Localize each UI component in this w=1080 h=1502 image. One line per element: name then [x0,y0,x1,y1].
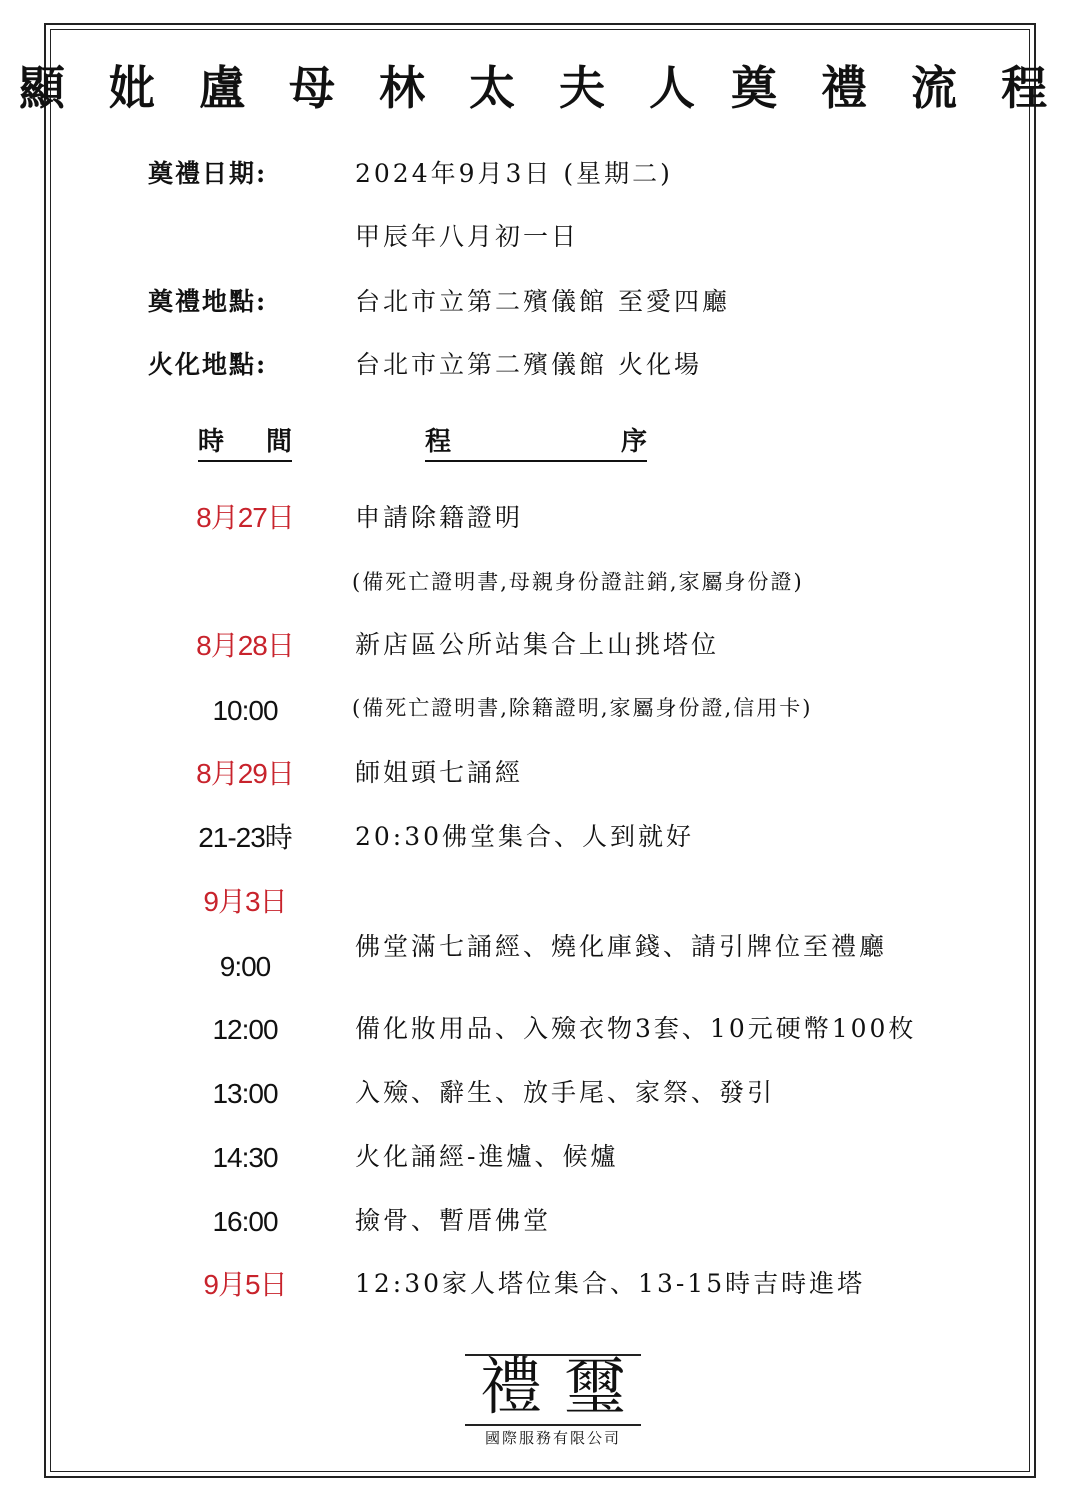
info-venue-label: 奠禮地點: [148,287,268,316]
page-title [0,58,1080,118]
schedule-activity: 入殮、辭生、放手尾、家祭、發引 [355,1078,776,1107]
schedule-activity: 備化妝用品、入殮衣物3套、10元硬幣100枚 [355,1014,917,1043]
schedule-activity: 火化誦經-進爐、候爐 [355,1142,619,1171]
info-date-value: 2024年9月3日 (星期二) [355,159,673,188]
info-cremation-label: 火化地點: [148,350,268,379]
schedule-time: 12:00 [212,1014,278,1045]
schedule-date: 9月3日 [203,886,287,917]
company-logo [463,1350,643,1450]
schedule-note: (備死亡證明書,母親身份證註銷,家屬身份證) [352,570,804,594]
schedule-date: 8月27日 [196,502,294,533]
logo-subtitle: 國際服務有限公司 [484,1429,621,1447]
info-date-label: 奠禮日期: [148,159,268,188]
header-program: 程 序 [425,425,647,462]
schedule-time: 9:00 [219,951,271,982]
schedule-date: 9月5日 [203,1269,287,1300]
info-lunar-date: 甲辰年八月初一日 [355,222,580,251]
schedule-activity: 佛堂滿七誦經、燒化庫錢、請引牌位至禮廳 [355,932,888,961]
schedule-time: 21-23時 [198,822,292,853]
logo-mark: 禮 璽 [479,1350,626,1423]
schedule-activity: 撿骨、暫厝佛堂 [355,1206,552,1235]
info-venue-value: 台北市立第二殯儀館 至愛四廳 [355,287,730,316]
schedule-time: 10:00 [212,695,278,726]
title-event: 奠 禮 流 程 [731,61,1062,115]
header-time: 時 間 [198,425,292,462]
schedule-time: 16:00 [212,1206,278,1237]
schedule-note: (備死亡證明書,除籍證明,家屬身份證,信用卡) [352,696,813,720]
schedule-time: 14:30 [212,1142,278,1173]
schedule-activity: 20:30佛堂集合、人到就好 [355,822,695,851]
schedule-activity: 師姐頭七誦經 [355,758,524,787]
schedule-date: 8月28日 [196,630,294,661]
schedule-activity: 12:30家人塔位集合、13-15時吉時進塔 [355,1269,866,1298]
schedule-activity: 新店區公所站集合上山挑塔位 [355,630,720,659]
title-deceased-name: 顯 妣 盧 母 林 太 夫 人 [18,61,710,115]
schedule-date: 8月29日 [196,758,294,789]
schedule-time: 13:00 [212,1078,278,1109]
info-cremation-value: 台北市立第二殯儀館 火化場 [355,350,702,379]
schedule-activity: 申請除籍證明 [355,503,524,532]
